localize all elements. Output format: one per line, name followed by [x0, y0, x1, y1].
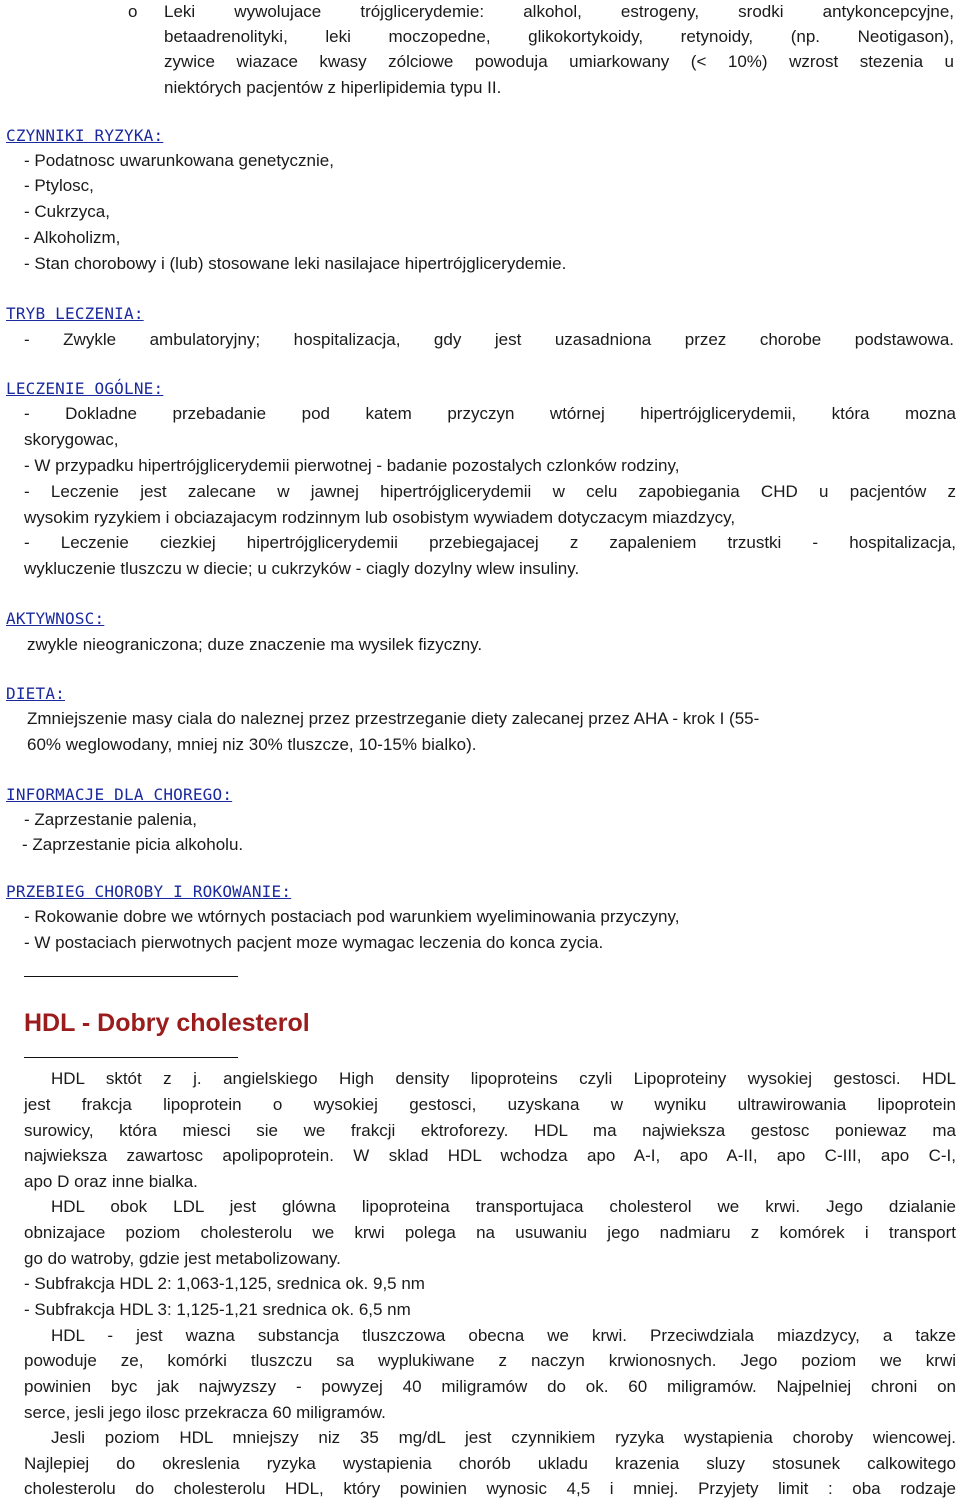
general-line: - W przypadku hipertrójglicerydemii pierwotnej - badanie pozostalych czlonków rodziny, — [24, 456, 680, 475]
hdl-line: surowicy, która miesci sie we frakcji ektroforezy. HDL ma najwieksza gestosc poniewaz ma — [24, 1121, 956, 1140]
activity-line: zwykle nieograniczona; duze znaczenie ma wysilek fizyczny. — [27, 635, 483, 654]
separator-rule — [24, 976, 238, 977]
risk-item: - Ptylosc, — [24, 176, 94, 195]
bullet-marker: o — [128, 2, 138, 21]
hdl-line: obnizajace poziom cholesterolu we krwi polega na usuwaniu jego nadmiaru z komórek i transport — [24, 1223, 956, 1242]
course-item: - W postaciach pierwotnych pacjent moze wymagac leczenia do konca zycia. — [24, 933, 604, 952]
diet-line: 60% weglowodany, mniej niz 30% tluszcze, 10-15% bialko). — [27, 735, 477, 754]
general-line: - Leczenie ciezkiej hipertrójglicerydemii przebiegajacej z zapaleniem trzustki - hospitalizacja, — [24, 533, 956, 552]
intro-line: zywice wiazace kwasy zólciowe powoduja umiarkowany (< 10%) wzrost stezenia u — [164, 52, 954, 71]
hdl-line: jest frakcja lipoprotein o wysokiej gestosci, uzyskana w wyniku ultrawirowania lipoprotein — [24, 1095, 956, 1114]
risk-heading: CZYNNIKI RYZYKA: — [6, 126, 164, 145]
hdl-line: cholesterolu do cholesterolu HDL, który powinien wynosic 4,5 i mniej. Przyjety limit : oba rodzaje — [24, 1479, 956, 1498]
hdl-line: serce, jesli jego ilosc przekracza 60 miligramów. — [24, 1403, 386, 1422]
intro-line: Leki wywolujace trójglicerydemie: alkohol, estrogeny, srodki antykoncepcyjne, — [164, 2, 954, 21]
activity-heading: AKTYWNOSC: — [6, 609, 105, 628]
hdl-line: powinien byc jak najwyzszy - powyzej 40 miligramów do ok. 60 miligramów. Najpelniej chroni on — [24, 1377, 956, 1396]
general-line: skorygowac, — [24, 430, 119, 449]
course-item: - Rokowanie dobre we wtórnych postaciach pod warunkiem wyeliminowania przyczyny, — [24, 907, 680, 926]
diet-line: Zmniejszenie masy ciala do naleznej przez przestrzeganie diety zalecanej przez AHA - krok I (55- — [27, 709, 760, 728]
hdl-line: najwieksza zawartosc apolipoprotein. W sklad HDL wchodza apo A-I, apo A-II, apo C-III, apo C-I, — [24, 1146, 956, 1165]
mode-line: - Zwykle ambulatoryjny; hospitalizacja, gdy jest uzasadniona przez chorobe podstawowa. — [24, 330, 954, 349]
info-item: - Zaprzestanie picia alkoholu. — [22, 835, 244, 854]
hdl-line: Jesli poziom HDL mniejszy niz 35 mg/dL jest czynnikiem ryzyka wystapienia choroby wiencowej. — [51, 1428, 956, 1447]
hdl-line: - Subfrakcja HDL 2: 1,063-1,125, srednica ok. 9,5 nm — [24, 1274, 425, 1293]
risk-item: - Cukrzyca, — [24, 202, 110, 221]
risk-item: - Podatnosc uwarunkowana genetycznie, — [24, 151, 334, 170]
risk-item: - Alkoholizm, — [24, 228, 121, 247]
diet-heading: DIETA: — [6, 684, 65, 703]
intro-line: niektórych pacjentów z hiperlipidemia typu II. — [164, 78, 502, 97]
general-line: - Dokladne przebadanie pod katem przyczyn wtórnej hipertrójglicerydemii, która mozna — [24, 404, 956, 423]
general-heading: LECZENIE OGÓLNE: — [6, 379, 164, 398]
separator-rule — [24, 1057, 238, 1058]
general-line: wysokim ryzykiem i obciazajacym rodzinnym lub osobistym wywiadem dotyczacym miazdzycy, — [24, 508, 736, 527]
risk-item: - Stan chorobowy i (lub) stosowane leki nasilajace hipertrójglicerydemie. — [24, 254, 567, 273]
hdl-title: HDL - Dobry cholesterol — [24, 1009, 310, 1037]
info-item: - Zaprzestanie palenia, — [24, 810, 197, 829]
hdl-line: powoduje ze, komórki tluszczu sa wyplukiwane z naczyn krwionosnych. Jego poziom we krwi — [24, 1351, 956, 1370]
hdl-line: HDL obok LDL jest glówna lipoproteina transportujaca cholesterol we krwi. Jego dzialanie — [51, 1197, 956, 1216]
hdl-line: apo D oraz inne bialka. — [24, 1172, 198, 1191]
mode-heading: TRYB LECZENIA: — [6, 304, 144, 323]
general-line: wykluczenie tluszczu w diecie; u cukrzyków - ciagly dozylny wlew insuliny. — [24, 559, 580, 578]
intro-line: betaadrenolityki, leki moczopedne, glikokortykoidy, retynoidy, (np. Neotigason), — [164, 27, 954, 46]
hdl-line: HDL sktót z j. angielskiego High density lipoproteins czyli Lipoproteiny wysokiej gestosci. HDL — [51, 1069, 956, 1088]
general-line: - Leczenie jest zalecane w jawnej hipertrójglicerydemii w celu zapobiegania CHD u pacjentów z — [24, 482, 956, 501]
info-heading: INFORMACJE DLA CHOREGO: — [6, 785, 233, 804]
hdl-line: HDL - jest wazna substancja tluszczowa obecna we krwi. Przeciwdziala miazdzycy, a takze — [51, 1326, 956, 1345]
hdl-line: Najlepiej do okreslenia ryzyka wystapienia chorób ukladu krazenia sluzy stosunek calkowitego — [24, 1454, 956, 1473]
course-heading: PRZEBIEG CHOROBY I ROKOWANIE: — [6, 882, 292, 901]
hdl-line: go do watroby, gdzie jest metabolizowany. — [24, 1249, 341, 1268]
hdl-line: - Subfrakcja HDL 3: 1,125-1,21 srednica ok. 6,5 nm — [24, 1300, 411, 1319]
